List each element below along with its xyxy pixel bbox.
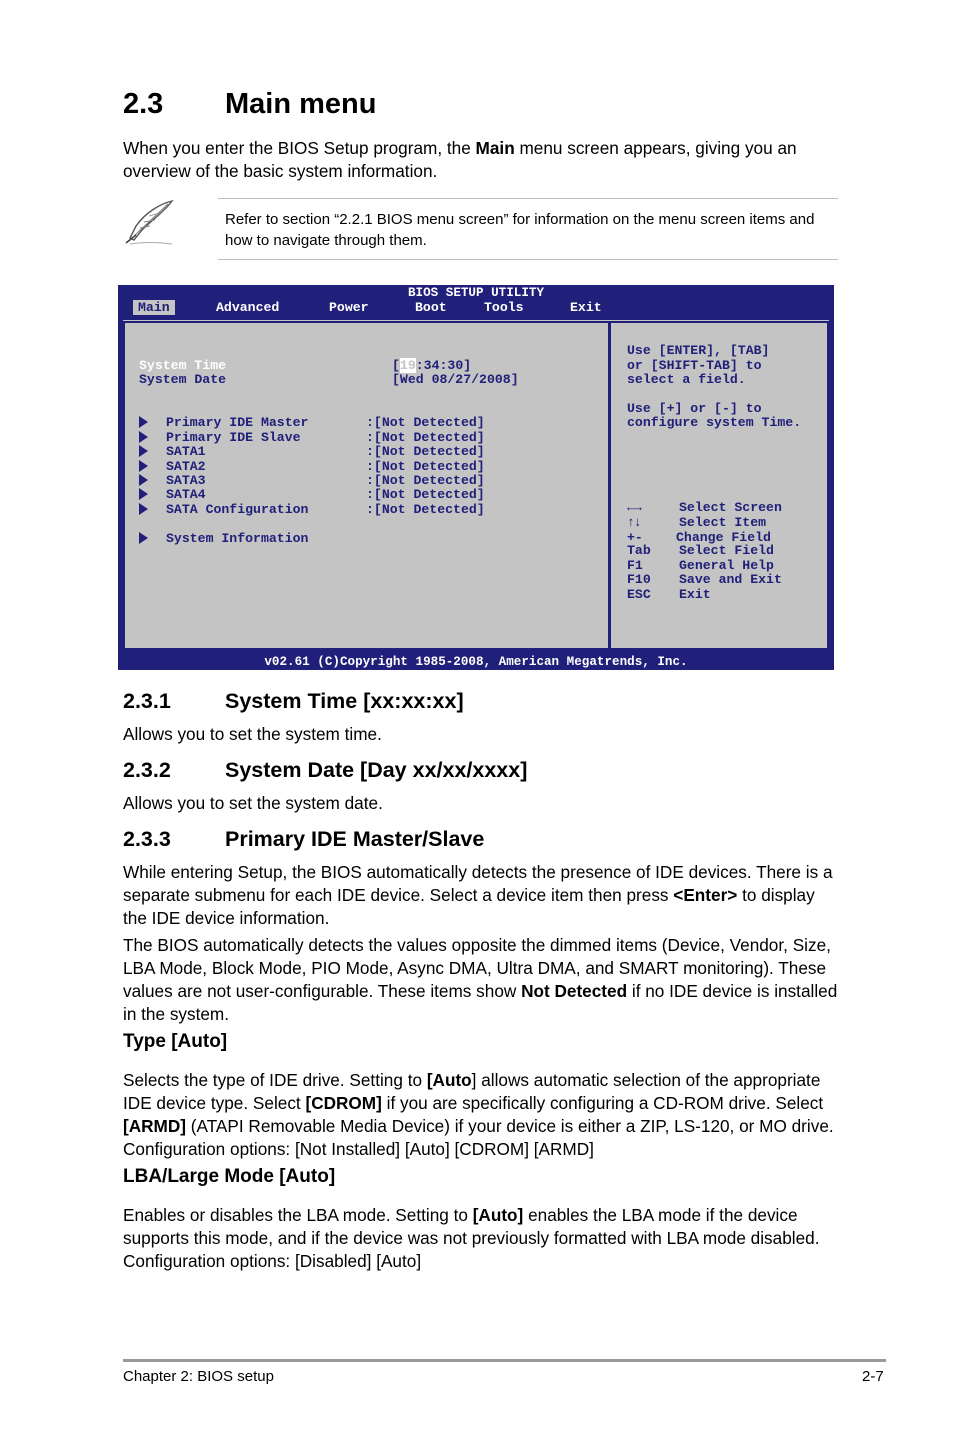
section-paragraph: The BIOS automatically detects the values opposite the dimmed items (Device, Vendor, Size, LBA Mode, Block Mode, PIO Mode, Async DMA, Ultra DMA, and SMART monitoring). These values are not user-configurable. These items show Not Detected if no IDE device is installed in the system. xyxy=(123,935,838,1024)
bios-menu-advanced[interactable]: Advanced xyxy=(216,300,280,315)
bios-title: BIOS SETUP UTILITY xyxy=(407,286,545,300)
key-desc: Exit xyxy=(679,587,711,602)
key-desc: Select Item xyxy=(679,515,767,530)
key-desc: General Help xyxy=(679,558,774,573)
item-value: :[Not Detected] xyxy=(366,502,485,517)
key-desc: Select Screen xyxy=(679,500,782,515)
submenu-arrow-icon xyxy=(139,416,148,428)
key-label: F10 xyxy=(627,572,651,587)
section-body: Allows you to set the system date. xyxy=(123,793,383,813)
system-date-value[interactable]: [Wed 08/27/2008] xyxy=(392,372,519,387)
footer-rule xyxy=(123,1359,886,1362)
help-line: configure system Time. xyxy=(627,415,802,430)
help-line: or [SHIFT-TAB] to xyxy=(627,358,762,373)
bios-footer: v02.61 (C)Copyright 1985-2008, American Megatrends, Inc. xyxy=(264,655,688,669)
bios-menu-tools[interactable]: Tools xyxy=(484,300,524,315)
lba-heading: LBA/Large Mode [Auto] xyxy=(123,1166,336,1187)
note-top-rule xyxy=(218,198,838,199)
help-line: Use [ENTER], [TAB] xyxy=(627,343,770,358)
bios-menu-power[interactable]: Power xyxy=(329,300,369,315)
pen-icon xyxy=(122,198,176,246)
item-sata1[interactable]: SATA1 xyxy=(166,444,206,459)
item-value: :[Not Detected] xyxy=(366,430,485,445)
section-heading-2-3-2: 2.3.2 System Date [Day xx/xx/xxxx] xyxy=(123,758,528,782)
key-desc: Select Field xyxy=(679,543,774,558)
key-desc: Change Field xyxy=(676,530,771,545)
item-sata4[interactable]: SATA4 xyxy=(166,487,206,502)
submenu-arrow-icon xyxy=(139,460,148,472)
type-heading: Type [Auto] xyxy=(123,1031,228,1052)
section-heading-2-3-3: 2.3.3 Primary IDE Master/Slave xyxy=(123,827,485,851)
help-line: select a field. xyxy=(627,372,746,387)
item-sata3[interactable]: SATA3 xyxy=(166,473,206,488)
key-label: F1 xyxy=(627,558,643,573)
left-right-arrow-icon: ←→ xyxy=(627,500,641,515)
item-primary-ide-slave[interactable]: Primary IDE Slave xyxy=(166,430,301,445)
help-line: Use [+] or [-] to xyxy=(627,401,762,416)
key-label: ESC xyxy=(627,587,651,602)
submenu-arrow-icon xyxy=(139,445,148,457)
system-date-label[interactable]: System Date xyxy=(139,372,227,387)
up-down-arrow-icon: ↑↓ xyxy=(627,515,641,530)
item-value: :[Not Detected] xyxy=(366,473,485,488)
submenu-arrow-icon xyxy=(139,488,148,500)
item-value: :[Not Detected] xyxy=(366,444,485,459)
submenu-arrow-icon xyxy=(139,532,148,544)
note-text: Refer to section “2.2.1 BIOS menu screen” for information on the menu screen items and how to navigate through them. xyxy=(225,211,815,249)
key-label: Tab xyxy=(627,543,651,558)
item-primary-ide-master[interactable]: Primary IDE Master xyxy=(166,415,309,430)
item-system-information[interactable]: System Information xyxy=(166,531,309,546)
item-sata2[interactable]: SATA2 xyxy=(166,459,206,474)
system-time-value[interactable]: [19:34:30] xyxy=(392,358,472,373)
submenu-arrow-icon xyxy=(139,474,148,486)
key-desc: Save and Exit xyxy=(679,572,782,587)
bios-menu-main[interactable]: Main xyxy=(133,300,175,315)
type-paragraph: Selects the type of IDE drive. Setting to [Auto] allows automatic selection of the appropriate IDE device type. Select [CDROM] if you are specifically configuring a CD-ROM drive. Select [ARMD] (ATAPI Removable Media Device) if your device is either a ZIP, LS-120, or MO drive. Configuration options: [Not Installed] [Auto] [CDROM] [ARMD] xyxy=(123,1070,834,1159)
bios-menu-exit[interactable]: Exit xyxy=(570,300,602,315)
section-body: Allows you to set the system time. xyxy=(123,724,382,744)
bios-screen xyxy=(118,285,834,670)
item-sata-configuration[interactable]: SATA Configuration xyxy=(166,502,309,517)
note-bottom-rule xyxy=(218,259,838,260)
system-time-label[interactable]: System Time xyxy=(139,358,227,373)
intro-paragraph: When you enter the BIOS Setup program, the Main menu screen appears, giving you an overview of the basic system information. xyxy=(123,138,797,181)
footer-chapter: Chapter 2: BIOS setup xyxy=(123,1368,274,1385)
item-value: :[Not Detected] xyxy=(366,459,485,474)
item-value: :[Not Detected] xyxy=(366,415,485,430)
bios-menu-boot[interactable]: Boot xyxy=(415,300,447,315)
footer-page-number: 2-7 xyxy=(862,1368,884,1385)
key-label: +- xyxy=(627,530,643,545)
section-number: 2.3 xyxy=(123,88,164,120)
submenu-arrow-icon xyxy=(139,431,148,443)
submenu-arrow-icon xyxy=(139,503,148,515)
section-title: Main menu xyxy=(225,88,377,120)
section-paragraph: While entering Setup, the BIOS automatically detects the presence of IDE devices. There is a separate submenu for each IDE device. Select a device item then press <Enter> to display the IDE device information. xyxy=(123,862,833,928)
section-heading-2-3-1: 2.3.1 System Time [xx:xx:xx] xyxy=(123,689,464,713)
page-title xyxy=(123,88,376,121)
bios-panel xyxy=(123,320,829,650)
lba-paragraph: Enables or disables the LBA mode. Setting to [Auto] enables the LBA mode if the device supports this mode, and if the device was not previously formatted with LBA mode disabled. Configuration options: [Disabled] [Auto] xyxy=(123,1205,820,1271)
item-value: :[Not Detected] xyxy=(366,487,485,502)
